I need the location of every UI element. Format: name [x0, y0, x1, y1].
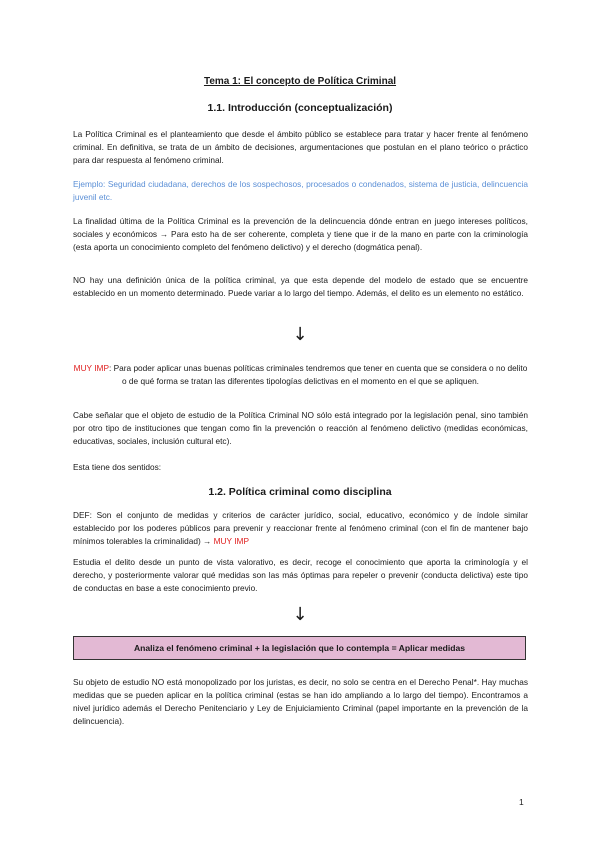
down-arrow-icon-2: ↓ [292, 604, 308, 625]
definition-important-label: MUY IMP [213, 536, 249, 546]
page-number: 1 [519, 797, 524, 807]
two-senses-line: Esta tiene dos sentidos: [73, 462, 162, 472]
important-note-paragraph [73, 362, 528, 388]
definition-text: DEF: Son el conjunto de medidas y criterios de carácter jurídico, social, educativo, económico y de índole similar establecido por los poderes públicos para prevenir y reaccionar frente al fenómeno criminal (con el fin de mantener bajo mínimos tolerables la criminalidad) → [73, 510, 528, 546]
definition-paragraph [73, 509, 528, 548]
evaluative-study-paragraph: Estudia el delito desde un punto de vista valorativo, es decir, recoge el conocimiento que aporta la criminología y el derecho, y posteriormente valorar qué medidas son las más óptimas para repeler o prevenir (conducta delictiva) este tipo de conductas en base a este conocimiento previo. [73, 557, 528, 593]
purpose-paragraph: La finalidad última de la Política Criminal es la prevención de la delincuencia dónde entran en juego intereses políticos, sociales y económicos → Para esto ha de ser coherente, completa y tiene que ir de la mano en parte con la criminología (esta aporta un conocimiento completo del fenómeno delictivo) y el derecho (dogmática penal). [73, 216, 528, 252]
important-note-text: : Para poder aplicar unas buenas políticas criminales tendremos que tener en cuenta que se considera o no delito o de qué forma se tratan las diferentes tipologías delictivas en el momento en el que se apliquen. [109, 363, 528, 386]
section-2-heading: 1.2. Política criminal como disciplina [208, 486, 392, 498]
important-label: MUY IMP [73, 363, 109, 373]
intro-paragraph: La Política Criminal es el planteamiento que desde el ámbito público se establece para tratar y hacer frente al fenómeno criminal. En definitiva, se trata de un ámbito de decisiones, argumentaciones que postulan en el plano teórico o práctico para dar respuesta al fenómeno criminal. [73, 129, 528, 165]
definition-variability-paragraph: NO hay una definición única de la política criminal, ya que esta depende del modelo de estado que se encuentre establecido en un momento determinado. Puede variar a lo largo del tiempo. Además, el delito es un elemento no estático. [73, 275, 528, 298]
jurists-paragraph: Su objeto de estudio NO está monopolizado por los juristas, es decir, no solo se centra en el Derecho Penal*. Hay muchas medidas que se pueden aplicar en la política criminal (estas se han ido ampliando a lo largo del tiempo). Encontramos a nivel jurídico además el Derecho Penitenciario y Ley de Enjuiciamiento Criminal (papel importante en la prevención de la delincuencia). [73, 677, 528, 726]
study-object-paragraph: Cabe señalar que el objeto de estudio de la Política Criminal NO sólo está integrado por la legislación penal, sino también por otro tipo de instituciones que tengan como fin la prevención o reacción al fenómeno delictivo (medidas económicas, educativas, sociales, inclusión cultural etc). [73, 410, 528, 446]
example-paragraph: Ejemplo: Seguridad ciudadana, derechos de los sospechosos, procesados o condenados, sistema de justicia, delincuencia juvenil etc. [73, 179, 528, 202]
section-1-heading: 1.1. Introducción (conceptualización) [207, 102, 393, 114]
summary-box: Analiza el fenómeno criminal + la legislación que lo contempla = Aplicar medidas [73, 636, 526, 660]
down-arrow-icon: ↓ [292, 324, 308, 345]
document-title: Tema 1: El concepto de Política Criminal [203, 76, 397, 87]
